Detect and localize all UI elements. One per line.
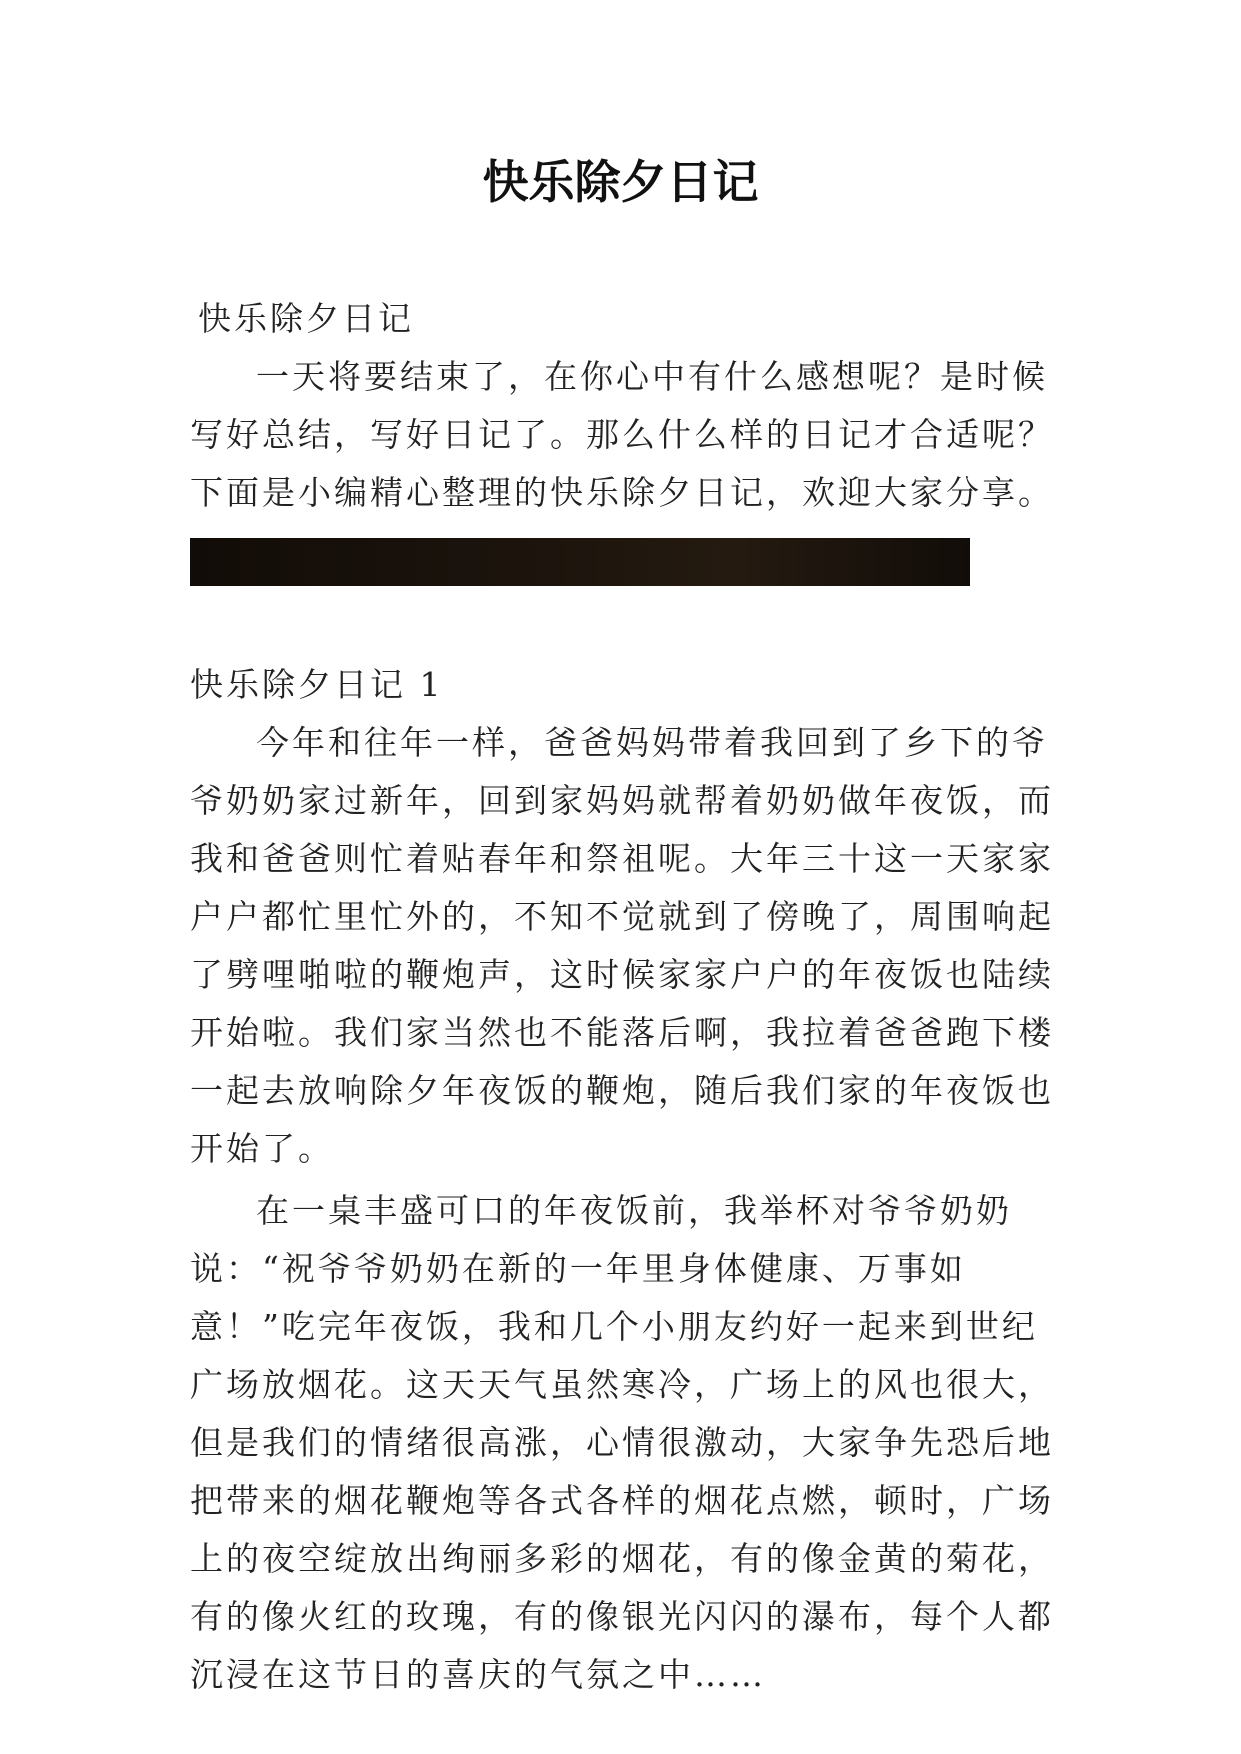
intro-paragraph: 一天将要结束了，在你心中有什么感想呢？是时候写好总结，写好日记了。那么什么样的日记才合适呢？下面是小编精心整理的快乐除夕日记，欢迎大家分享。 bbox=[190, 357, 1054, 512]
section1-heading: 快乐除夕日记 1 bbox=[190, 665, 444, 704]
redacted-image-strip bbox=[190, 538, 970, 586]
intro-heading: 快乐除夕日记 bbox=[198, 299, 414, 338]
document-title: 快乐除夕日记 bbox=[482, 155, 759, 209]
section-spacer bbox=[190, 586, 1070, 656]
section1-paragraph-1: 今年和往年一样，爸爸妈妈带着我回到了乡下的爷爷奶奶家过新年，回到家妈妈就帮着奶奶做年夜饭，而我和爸爸则忙着贴春年和祭祖呢。大年三十这一天家家户户都忙里忙外的，不知不觉就到了傍晚了，周围响起了劈哩啪啦的鞭炮声，这时候家家户户的年夜饭也陆续开始啦。我们家当然也不能落后啊，我拉着爸爸跑下楼一起去放响除夕年夜饭的鞭炮，随后我们家的年夜饭也开始了。 bbox=[190, 723, 1054, 1168]
document-body bbox=[190, 290, 1070, 1704]
section1-paragraph-2: 在一桌丰盛可口的年夜饭前，我举杯对爷爷奶奶说：“祝爷爷奶奶在新的一年里身体健康、万事如意！”吃完年夜饭，我和几个小朋友约好一起来到世纪广场放烟花。这天天气虽然寒冷，广场上的风也很大，但是我们的情绪很高涨，心情很激动，大家争先恐后地把带来的烟花鞭炮等各式各样的烟花点燃，顿时，广场上的夜空绽放出绚丽多彩的烟花，有的像金黄的菊花，有的像火红的玫瑰，有的像银光闪闪的瀑布，每个人都沉浸在这节日的喜庆的气氛之中…… bbox=[190, 1191, 1054, 1694]
